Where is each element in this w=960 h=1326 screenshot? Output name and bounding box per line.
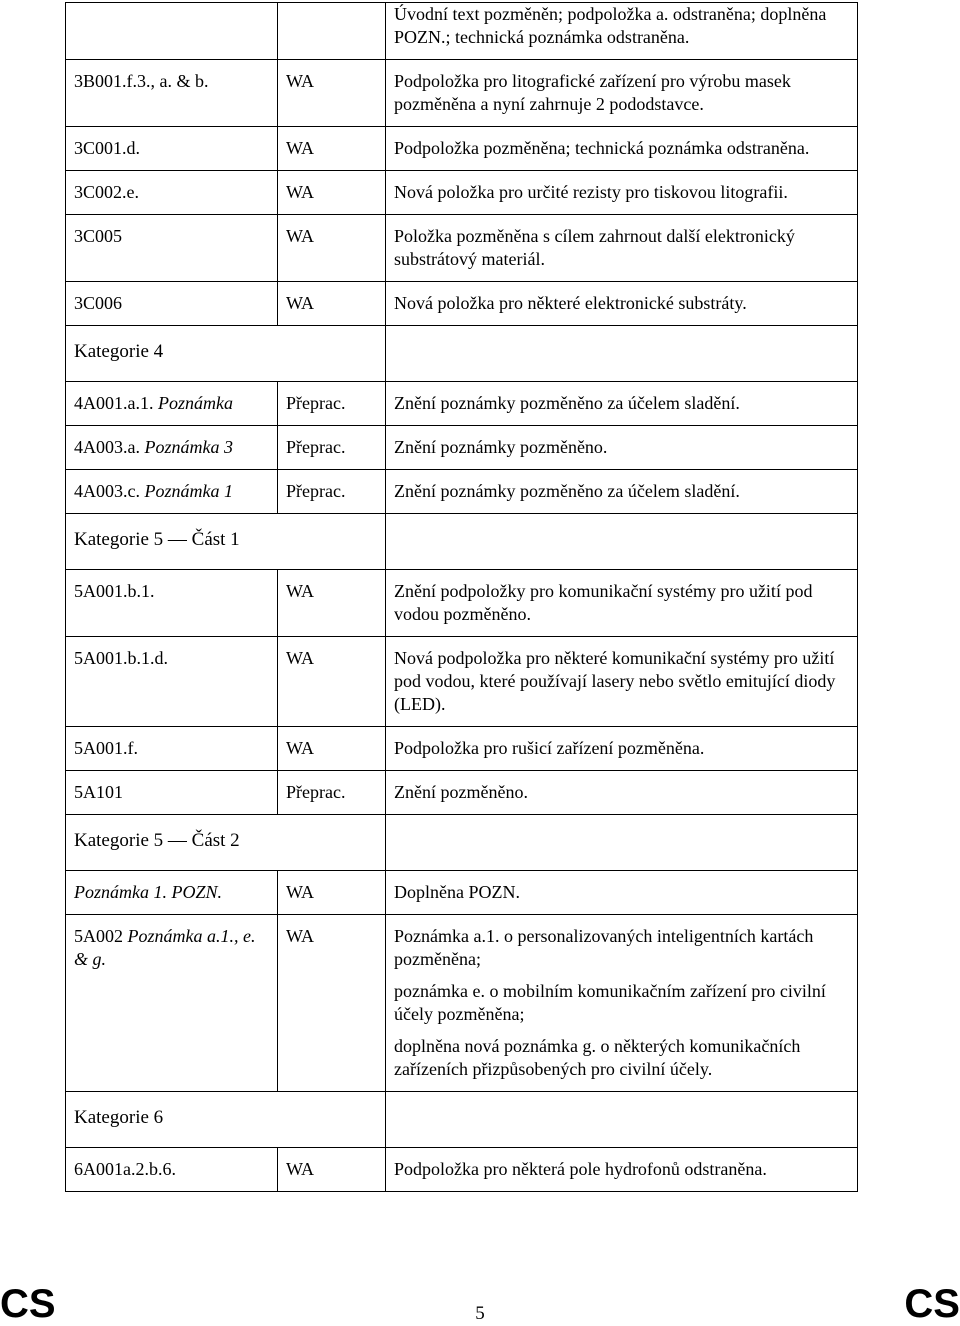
description-cell [386,60,858,127]
change-type-cell: WA [278,915,386,1092]
table-row [66,871,858,915]
item-code: 4A003.a. [74,437,140,457]
description-cell [386,282,858,326]
category-empty-cell [386,1092,858,1148]
category-empty-cell [386,326,858,382]
description-cell [386,470,858,514]
item-code-cell [66,470,278,514]
change-type-cell: WA [278,871,386,915]
item-code-cell: 3C006 [66,282,278,326]
page-number: 5 [475,1303,485,1324]
category-heading: Kategorie 6 [66,1092,386,1148]
change-type-cell: WA [278,171,386,215]
item-code: 4A001.a.1. [74,393,154,413]
description-cell [386,426,858,470]
table-row [66,470,858,514]
item-code-cell [66,915,278,1092]
description-paragraph: Znění poznámky pozměněno za účelem sladění. [394,393,740,413]
note-reference: Poznámka 3 [144,437,233,457]
description-paragraph: Podpoložka pro litografické zařízení pro výrobu masek pozměněna a nyní zahrnuje 2 pododstavce. [394,71,791,114]
table-row [66,382,858,426]
item-code-cell: 6A001a.2.b.6. [66,1148,278,1192]
table-row [66,3,858,60]
note-reference: Poznámka [158,393,233,413]
change-type-cell: WA [278,637,386,727]
description-paragraph: Znění podpoložky pro komunikační systémy pro užití pod vodou pozměněno. [394,581,813,624]
description-cell [386,127,858,171]
table-row [66,127,858,171]
description-paragraph: Položka pozměněna s cílem zahrnout další elektronický substrátový materiál. [394,226,795,269]
item-code-cell: 3C002.e. [66,171,278,215]
description-paragraph: Poznámka a.1. o personalizovaných inteligentních kartách pozměněna; [394,926,814,969]
description-cell [386,3,858,60]
change-type-cell: WA [278,1148,386,1192]
item-code-cell: 5A101 [66,771,278,815]
description-paragraph: Znění pozměněno. [394,782,528,802]
table-row [66,426,858,470]
description-paragraph: Doplněna POZN. [394,882,520,902]
change-type-cell: Přeprac. [278,771,386,815]
change-type-cell: WA [278,282,386,326]
category-row [66,1092,858,1148]
description-cell [386,727,858,771]
note-reference: Poznámka a.1., e. & g. [74,926,256,969]
table-row [66,1148,858,1192]
item-code-cell: 5A001.b.1.d. [66,637,278,727]
description-paragraph: Znění poznámky pozměněno. [394,437,608,457]
footer-language-right: CS [904,1282,960,1326]
table-row [66,171,858,215]
footer-language-left: CS [0,1282,56,1326]
table-row [66,727,858,771]
item-code-cell: 3C005 [66,215,278,282]
change-type-cell: Přeprac. [278,470,386,514]
category-heading: Kategorie 5 — Část 2 [66,815,386,871]
description-cell [386,637,858,727]
category-row [66,326,858,382]
description-paragraph: poznámka e. o mobilním komunikačním zařízení pro civilní účely pozměněna; [394,981,826,1024]
description-cell [386,171,858,215]
description-cell [386,915,858,1092]
change-type-cell [278,3,386,60]
description-paragraph: Úvodní text pozměněn; podpoložka a. odstraněna; doplněna POZN.; technická poznámka odstraněna. [394,4,827,47]
item-code-cell: 3B001.f.3., a. & b. [66,60,278,127]
description-cell [386,570,858,637]
table-row [66,282,858,326]
item-code-cell: 5A001.b.1. [66,570,278,637]
category-heading: Kategorie 5 — Část 1 [66,514,386,570]
change-type-cell: WA [278,727,386,771]
description-paragraph: Podpoložka pro některá pole hydrofonů odstraněna. [394,1159,767,1179]
category-empty-cell [386,815,858,871]
change-type-cell: WA [278,60,386,127]
table-row [66,637,858,727]
change-type-cell: WA [278,570,386,637]
table-row [66,570,858,637]
table-row [66,60,858,127]
category-row [66,815,858,871]
table-row [66,771,858,815]
change-type-cell: WA [278,215,386,282]
change-type-cell: Přeprac. [278,382,386,426]
note-reference: Poznámka 1. POZN. [74,882,222,902]
description-paragraph: Nová položka pro určité rezisty pro tiskovou litografii. [394,182,788,202]
item-code-cell [66,426,278,470]
description-paragraph: Podpoložka pozměněna; technická poznámka odstraněna. [394,138,810,158]
change-type-cell: Přeprac. [278,426,386,470]
description-paragraph: doplněna nová poznámka g. o některých komunikačních zařízeních přizpůsobených pro civilní účely. [394,1036,801,1079]
description-cell [386,215,858,282]
description-paragraph: Nová podpoložka pro některé komunikační systémy pro užití pod vodou, které používají lasery nebo světlo emitující diody (LED). [394,648,836,714]
description-paragraph: Znění poznámky pozměněno za účelem sladění. [394,481,740,501]
description-cell [386,382,858,426]
description-cell [386,771,858,815]
description-cell [386,871,858,915]
amendments-table [65,2,858,1192]
item-code-cell [66,871,278,915]
category-row [66,514,858,570]
change-type-cell: WA [278,127,386,171]
item-code: 5A002 [74,926,123,946]
table-row [66,215,858,282]
item-code-cell: 3C001.d. [66,127,278,171]
category-empty-cell [386,514,858,570]
table-row [66,915,858,1092]
item-code: 4A003.c. [74,481,140,501]
description-paragraph: Podpoložka pro rušicí zařízení pozměněna. [394,738,705,758]
item-code-cell: 5A001.f. [66,727,278,771]
amendments-table-body [66,3,858,1192]
item-code-cell [66,382,278,426]
category-heading: Kategorie 4 [66,326,386,382]
description-cell [386,1148,858,1192]
item-code-cell [66,3,278,60]
note-reference: Poznámka 1 [144,481,233,501]
description-paragraph: Nová položka pro některé elektronické substráty. [394,293,747,313]
